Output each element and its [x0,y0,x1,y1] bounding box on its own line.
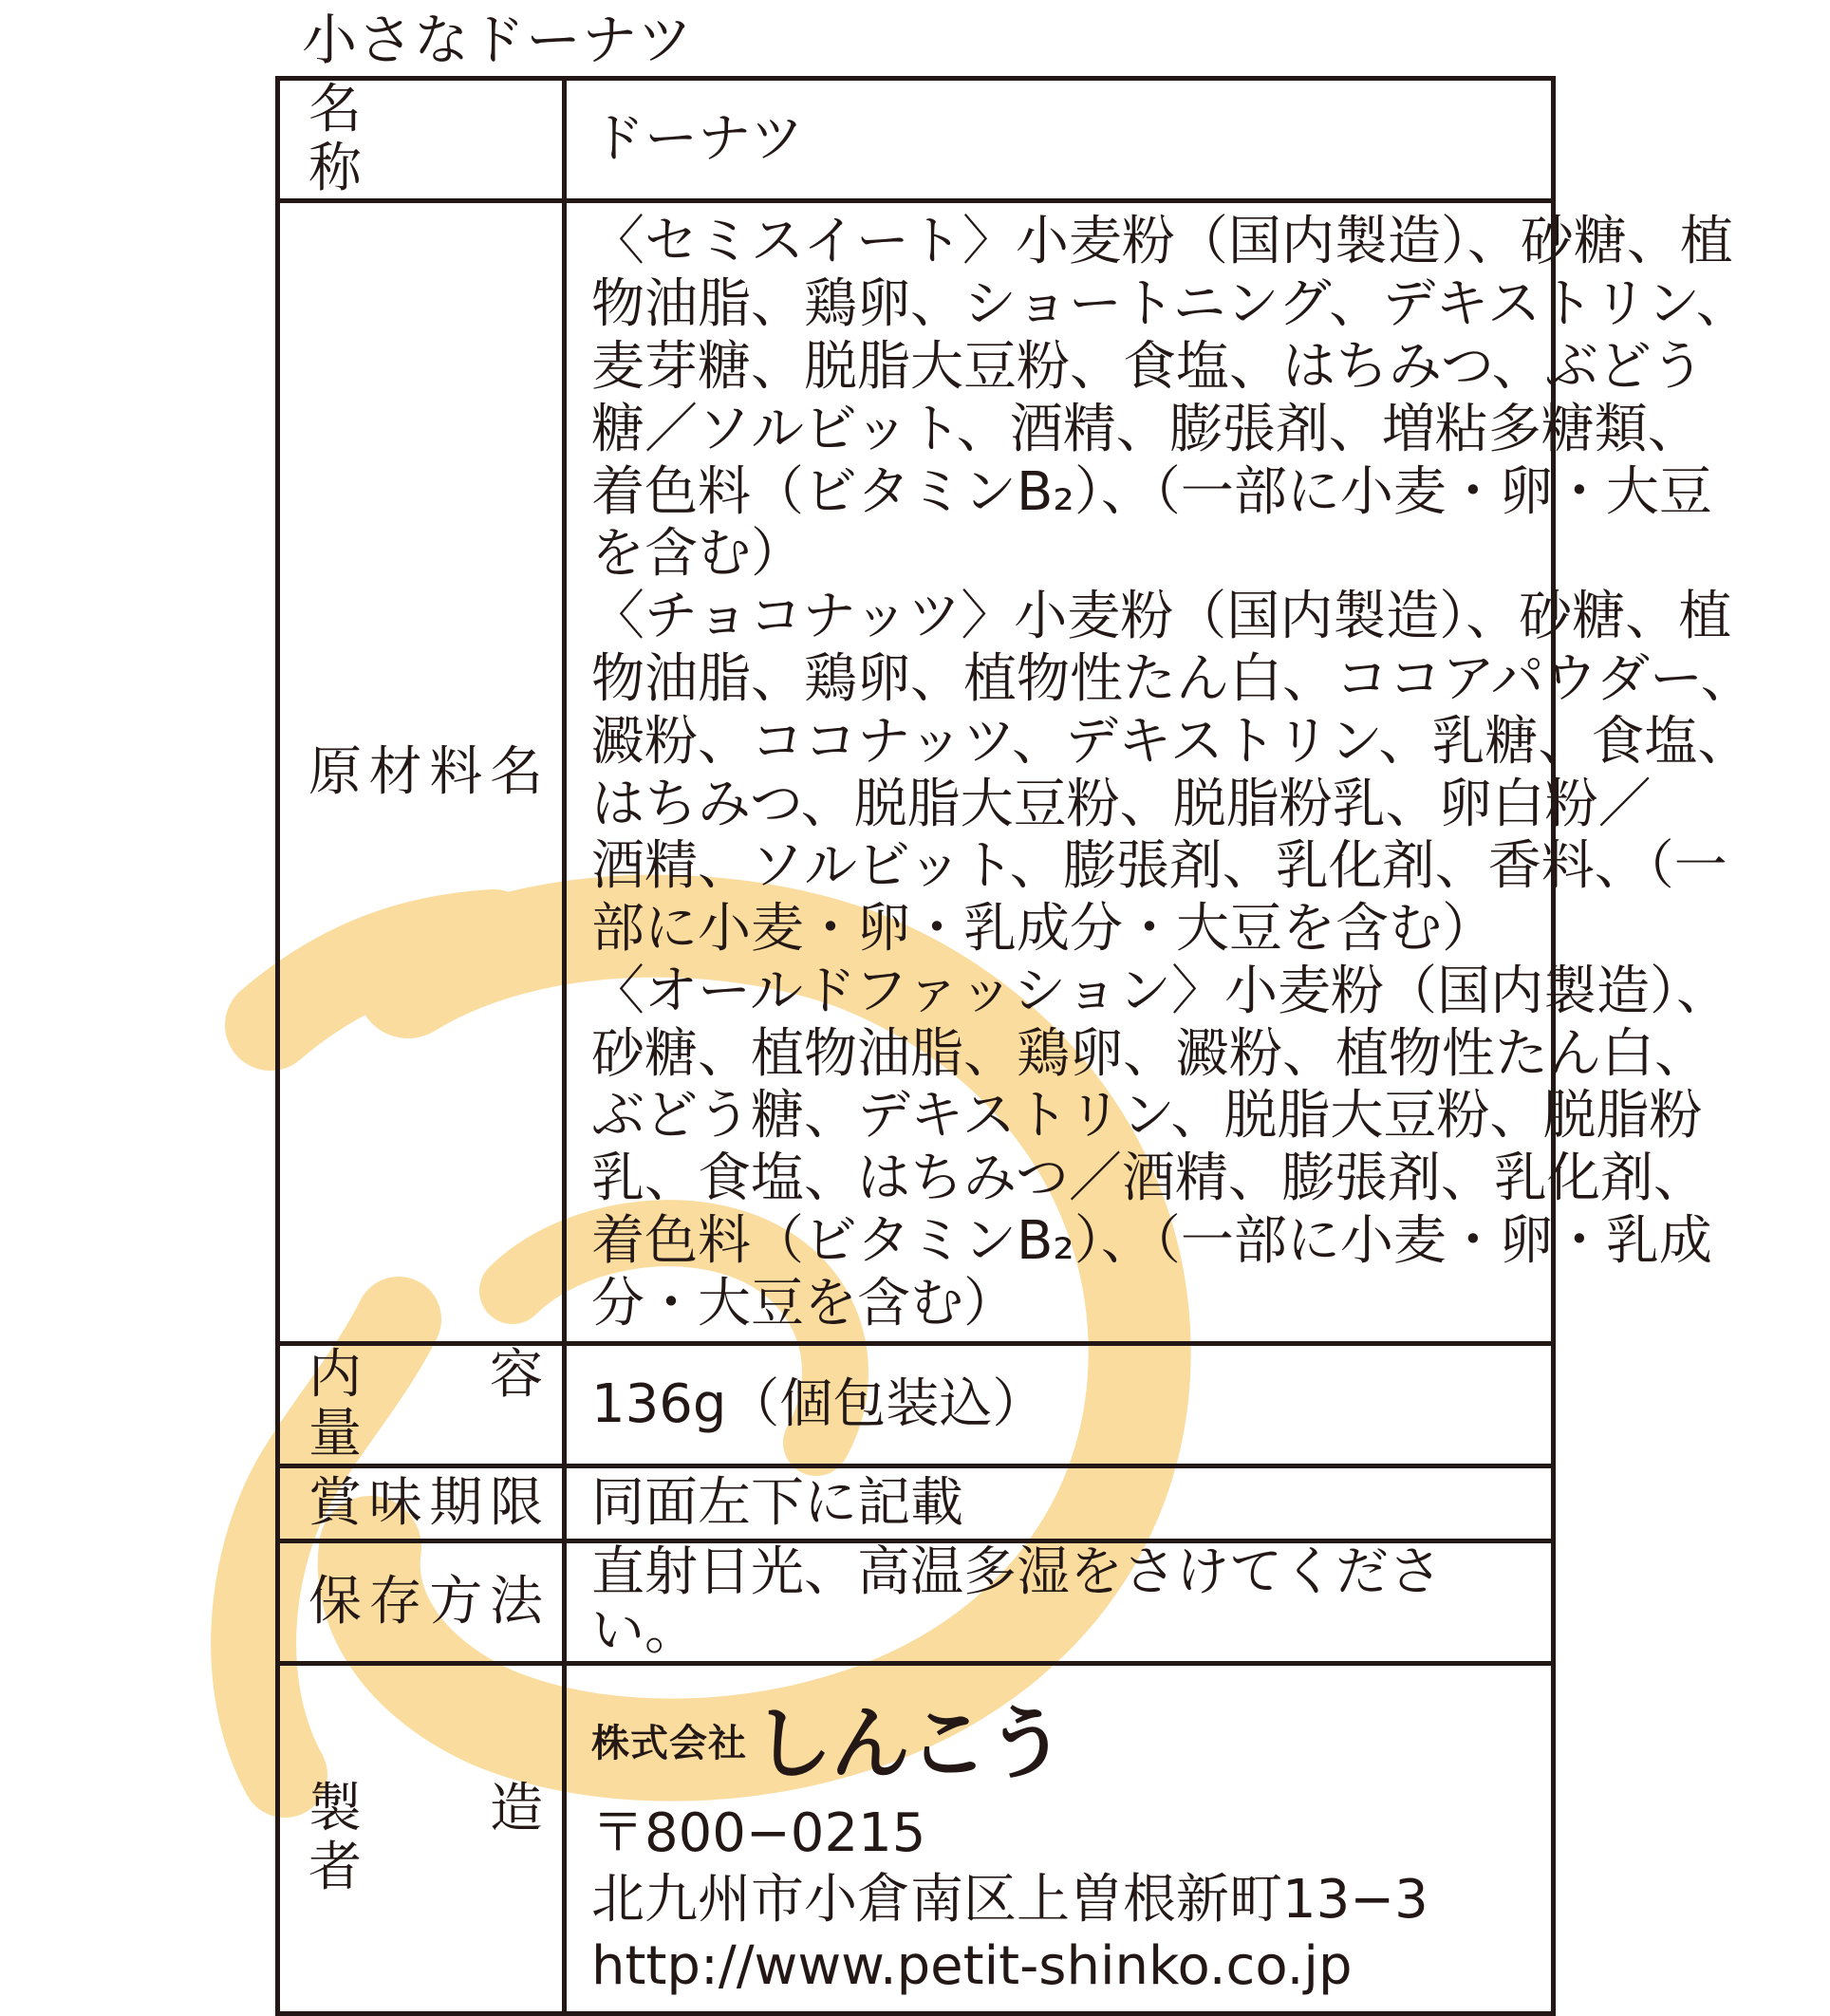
company-name-line [591,1687,1541,1801]
postal-code: 〒800−0215 [591,1802,926,1864]
ingredients-line: ぶどう糖、デキストリン、脱脂大豆粉、脱脂粉 [591,1085,1703,1148]
ingredients-line: 着色料（ビタミンB₂）、（一部に小麦・卵・乳成 [591,1210,1712,1273]
ingredients-line: を含む） [591,523,804,586]
ingredients-line: 糖／ソルビット、酒精、膨張剤、増粘多糖類、 [591,398,1701,460]
ingredients-line: 麦芽糖、脱脂大豆粉、食塩、はちみつ、ぶどう [591,335,1705,398]
ingredients-line: 酒精、ソルビット、膨張剤、乳化剤、香料、（一 [591,835,1727,898]
ingredients-line: 〈チョコナッツ〉小麦粉（国内製造）、砂糖、植 [591,586,1732,648]
company-prefix: 株式会社 [591,1722,747,1765]
company-brand-logo: しんこう [753,1697,1065,1790]
company-address: 北九州市小倉南区上曽根新町13−3 [591,1869,1429,1931]
ingredients-line: 砂糖、植物油脂、鶏卵、澱粉、植物性たん白、 [591,1022,1708,1085]
manufacturer-block [591,1666,1541,2011]
label-heading-name: 名 称 [278,79,565,201]
label-value-manufacturer [565,1664,1554,2014]
label-value-name: ドーナツ [565,79,1554,201]
label-value-best-before: 同面左下に記載 [565,1466,1554,1541]
company-url: http://www.petit-shinko.co.jp [591,1935,1353,1997]
ingredients-line: はちみつ、脱脂大豆粉、脱脂粉乳、卵白粉／ [591,773,1652,835]
ingredients-list [591,205,1754,1338]
label-value-net-weight: 136g（個包装込） [565,1344,1554,1466]
label-row-best-before [278,1466,1554,1541]
label-row-ingredients [278,201,1554,1344]
label-heading-best-before: 賞味期限 [278,1466,565,1541]
label-heading-ingredients: 原材料名 [278,201,565,1344]
label-heading-net-weight: 内 容 量 [278,1344,565,1466]
ingredients-line: 物油脂、鶏卵、植物性たん白、ココアパウダー、 [591,647,1754,710]
ingredients-line: 〈オールドファッション〉小麦粉（国内製造）、 [591,960,1729,1022]
food-label-table [275,76,1754,2016]
label-value-storage: 直射日光、高温多湿をさけてください。 [565,1541,1554,1664]
ingredients-line: 物油脂、鶏卵、ショートニング、デキストリン、 [591,273,1749,336]
label-row-storage [278,1541,1554,1664]
ingredients-line: 着色料（ビタミンB₂）、（一部に小麦・卵・大豆 [591,460,1712,523]
label-heading-storage: 保存方法 [278,1541,565,1664]
ingredients-line: 分・大豆を含む） [591,1272,1017,1335]
label-row-net-weight [278,1344,1554,1466]
label-value-ingredients [565,201,1754,1344]
ingredients-line: 乳、食塩、はちみつ／酒精、膨張剤、乳化剤、 [591,1148,1707,1210]
ingredients-line: 澱粉、ココナッツ、デキストリン、乳糖、食塩、 [591,710,1751,773]
product-title: 小さなドーナツ [302,8,694,72]
label-heading-manufacturer: 製 造 者 [278,1664,565,2014]
label-row-name [278,79,1554,201]
label-row-manufacturer [278,1664,1554,2014]
ingredients-line: 〈セミスイート〉小麦粉（国内製造）、砂糖、植 [591,211,1733,273]
ingredients-line: 部に小麦・卵・乳成分・大豆を含む） [591,898,1495,961]
